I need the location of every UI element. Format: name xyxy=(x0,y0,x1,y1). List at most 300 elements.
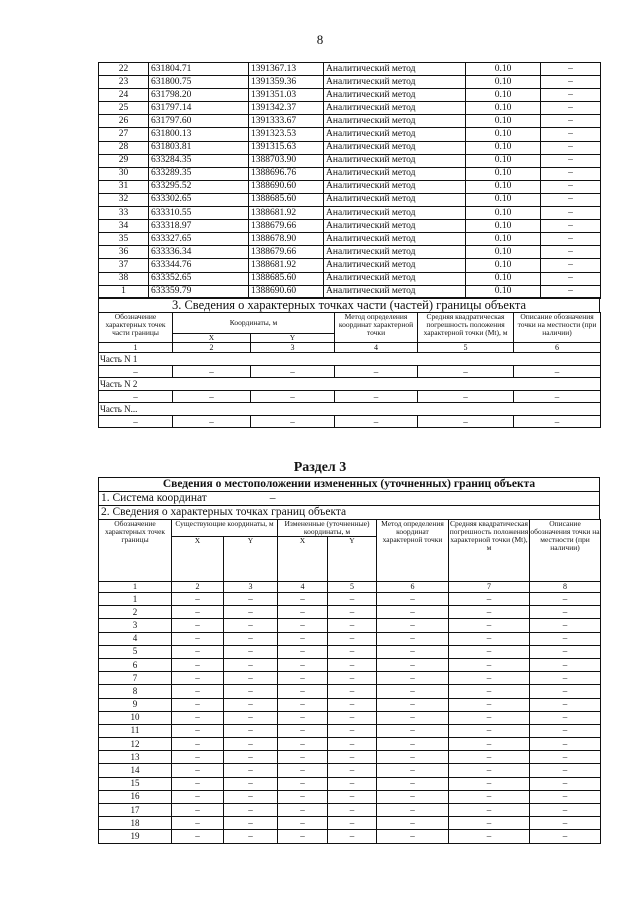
method: Аналитический метод xyxy=(324,193,466,206)
point-number: 2 xyxy=(99,606,172,619)
table-row xyxy=(99,672,601,685)
method: Аналитический метод xyxy=(324,220,466,233)
description: – xyxy=(541,63,601,76)
description: – xyxy=(541,246,601,259)
cell-value: – xyxy=(224,790,278,803)
cell-value: – xyxy=(172,619,224,632)
table-row xyxy=(99,685,601,698)
description: – xyxy=(541,193,601,206)
description: – xyxy=(541,207,601,220)
column-number: 6 xyxy=(514,343,601,353)
header-x: X xyxy=(173,334,251,343)
y-coordinate: 1388678.90 xyxy=(249,233,324,246)
description: – xyxy=(541,259,601,272)
header-description: Описание обозначения точки на местности (при наличии) xyxy=(514,313,601,343)
r3-header-changed-y: Y xyxy=(328,537,377,582)
cell-value: – xyxy=(328,738,377,751)
column-number: 2 xyxy=(172,582,224,593)
cell-value: – xyxy=(449,830,530,843)
point-number: 5 xyxy=(99,645,172,658)
cell-value: – xyxy=(172,698,224,711)
y-coordinate: 1391367.13 xyxy=(249,63,324,76)
description: – xyxy=(541,89,601,102)
cell-value: – xyxy=(377,777,449,790)
cell-value: – xyxy=(530,685,601,698)
cell-value: – xyxy=(530,645,601,658)
cell-value: – xyxy=(530,658,601,671)
table-row xyxy=(99,154,601,167)
cell-value: – xyxy=(224,804,278,817)
cell-value: – xyxy=(377,685,449,698)
cell-value: – xyxy=(172,685,224,698)
column-number: 7 xyxy=(449,582,530,593)
description: – xyxy=(541,167,601,180)
cell-value: – xyxy=(224,830,278,843)
point-number: 30 xyxy=(99,167,149,180)
cell-value: – xyxy=(328,658,377,671)
cell-value: – xyxy=(278,738,328,751)
point-number: 10 xyxy=(99,711,172,724)
point-number: 11 xyxy=(99,724,172,737)
point-number: 15 xyxy=(99,777,172,790)
part-value: – xyxy=(418,391,514,403)
point-number: 13 xyxy=(99,751,172,764)
table-row xyxy=(99,738,601,751)
x-coordinate: 633327.65 xyxy=(149,233,249,246)
point-number: 8 xyxy=(99,685,172,698)
cell-value: – xyxy=(328,764,377,777)
cell-value: – xyxy=(377,804,449,817)
point-number: 4 xyxy=(99,632,172,645)
header-coords: Координаты, м xyxy=(173,313,335,334)
part-label: Часть N 1 xyxy=(99,353,601,366)
column-number: 5 xyxy=(328,582,377,593)
y-coordinate: 1388685.60 xyxy=(249,272,324,285)
y-coordinate: 1388679.66 xyxy=(249,220,324,233)
x-coordinate: 631803.81 xyxy=(149,141,249,154)
point-number: 23 xyxy=(99,76,149,89)
cell-value: – xyxy=(224,672,278,685)
table-row xyxy=(99,830,601,843)
part-value: – xyxy=(514,416,601,428)
point-number: 12 xyxy=(99,738,172,751)
accuracy: 0.10 xyxy=(466,128,541,141)
cell-value: – xyxy=(278,645,328,658)
cell-value: – xyxy=(224,777,278,790)
coordinates-table xyxy=(98,62,601,299)
cell-value: – xyxy=(172,790,224,803)
part-value: – xyxy=(173,366,251,378)
table-row xyxy=(99,764,601,777)
point-number: 34 xyxy=(99,220,149,233)
part-label-row xyxy=(99,378,601,391)
cell-value: – xyxy=(328,672,377,685)
point-number: 36 xyxy=(99,246,149,259)
cell-value: – xyxy=(449,790,530,803)
cell-value: – xyxy=(377,751,449,764)
cell-value: – xyxy=(530,593,601,606)
part-values-row xyxy=(99,391,601,403)
method: Аналитический метод xyxy=(324,285,466,298)
y-coordinate: 1391351.03 xyxy=(249,89,324,102)
razdel-3-heading: Раздел 3 xyxy=(293,460,347,475)
column-number: 5 xyxy=(418,343,514,353)
description: – xyxy=(541,220,601,233)
cell-value: – xyxy=(449,672,530,685)
cell-value: – xyxy=(328,685,377,698)
cell-value: – xyxy=(278,711,328,724)
cell-value: – xyxy=(449,645,530,658)
table-row xyxy=(99,180,601,193)
cell-value: – xyxy=(278,672,328,685)
razdel-3-title: Сведения о местоположении измененных (уточненных) границ объекта xyxy=(98,477,600,491)
table-row xyxy=(99,76,601,89)
cell-value: – xyxy=(328,619,377,632)
x-coordinate: 633302.65 xyxy=(149,193,249,206)
cell-value: – xyxy=(449,632,530,645)
description: – xyxy=(541,180,601,193)
cell-value: – xyxy=(172,764,224,777)
cell-value: – xyxy=(172,672,224,685)
point-number: 6 xyxy=(99,658,172,671)
cell-value: – xyxy=(172,830,224,843)
r3-header-designation: Обозначение характерных точек границы xyxy=(99,520,172,582)
x-coordinate: 631800.13 xyxy=(149,128,249,141)
table-row xyxy=(99,632,601,645)
cell-value: – xyxy=(377,738,449,751)
y-coordinate: 1388696.76 xyxy=(249,167,324,180)
column-number: 3 xyxy=(224,582,278,593)
description: – xyxy=(541,233,601,246)
table-row xyxy=(99,790,601,803)
x-coordinate: 631797.14 xyxy=(149,102,249,115)
accuracy: 0.10 xyxy=(466,272,541,285)
cell-value: – xyxy=(377,711,449,724)
cell-value: – xyxy=(328,804,377,817)
accuracy: 0.10 xyxy=(466,76,541,89)
cell-value: – xyxy=(224,724,278,737)
cell-value: – xyxy=(377,658,449,671)
part-value: – xyxy=(418,416,514,428)
part-value: – xyxy=(335,416,418,428)
cell-value: – xyxy=(224,764,278,777)
r3-header-description: Описание обозначения точки на местности (при наличии) xyxy=(530,520,601,582)
cell-value: – xyxy=(224,738,278,751)
method: Аналитический метод xyxy=(324,89,466,102)
changed-boundary-points-table xyxy=(98,519,601,844)
table-row xyxy=(99,220,601,233)
point-number: 7 xyxy=(99,672,172,685)
y-coordinate: 1388685.60 xyxy=(249,193,324,206)
cell-value: – xyxy=(172,738,224,751)
cell-value: – xyxy=(278,698,328,711)
table-row xyxy=(99,593,601,606)
table-row xyxy=(99,246,601,259)
section-3-parts xyxy=(98,297,600,428)
part-value: – xyxy=(514,366,601,378)
r3-header-accuracy: Средняя квадратическая погрешность положения характерной точки (Mt), м xyxy=(449,520,530,582)
y-coordinate: 1391359.36 xyxy=(249,76,324,89)
part-value: – xyxy=(514,391,601,403)
cell-value: – xyxy=(172,593,224,606)
point-number: 17 xyxy=(99,804,172,817)
cell-value: – xyxy=(530,724,601,737)
method: Аналитический метод xyxy=(324,63,466,76)
y-coordinate: 1388681.92 xyxy=(249,259,324,272)
part-label: Часть N... xyxy=(99,403,601,416)
y-coordinate: 1388681.92 xyxy=(249,207,324,220)
cell-value: – xyxy=(278,632,328,645)
accuracy: 0.10 xyxy=(466,285,541,298)
part-value: – xyxy=(173,416,251,428)
method: Аналитический метод xyxy=(324,180,466,193)
cell-value: – xyxy=(449,738,530,751)
x-coordinate: 633344.76 xyxy=(149,259,249,272)
part-value: – xyxy=(335,366,418,378)
cell-value: – xyxy=(449,593,530,606)
accuracy: 0.10 xyxy=(466,167,541,180)
cell-value: – xyxy=(224,645,278,658)
cell-value: – xyxy=(328,724,377,737)
accuracy: 0.10 xyxy=(466,193,541,206)
cell-value: – xyxy=(224,698,278,711)
cell-value: – xyxy=(530,698,601,711)
description: – xyxy=(541,285,601,298)
description: – xyxy=(541,272,601,285)
cell-value: – xyxy=(377,724,449,737)
table-row xyxy=(99,698,601,711)
cell-value: – xyxy=(172,724,224,737)
point-number: 25 xyxy=(99,102,149,115)
column-number: 1 xyxy=(99,343,173,353)
cell-value: – xyxy=(377,606,449,619)
points-section-label: 2. Сведения о характерных точках границ объекта xyxy=(98,505,600,519)
x-coordinate: 631800.75 xyxy=(149,76,249,89)
cell-value: – xyxy=(224,593,278,606)
point-number: 9 xyxy=(99,698,172,711)
cell-value: – xyxy=(224,606,278,619)
cell-value: – xyxy=(328,817,377,830)
cell-value: – xyxy=(172,777,224,790)
part-values-row xyxy=(99,366,601,378)
cell-value: – xyxy=(278,777,328,790)
accuracy: 0.10 xyxy=(466,154,541,167)
x-coordinate: 631804.71 xyxy=(149,63,249,76)
cell-value: – xyxy=(449,658,530,671)
r3-header-method: Метод определения координат характерной точки xyxy=(377,520,449,582)
point-number: 37 xyxy=(99,259,149,272)
cell-value: – xyxy=(530,817,601,830)
cell-value: – xyxy=(377,645,449,658)
accuracy: 0.10 xyxy=(466,102,541,115)
method: Аналитический метод xyxy=(324,272,466,285)
description: – xyxy=(541,154,601,167)
header-designation: Обозначение характерных точек части границы xyxy=(99,313,173,343)
cell-value: – xyxy=(278,764,328,777)
cell-value: – xyxy=(278,751,328,764)
razdel-3-block xyxy=(98,477,600,844)
description: – xyxy=(541,115,601,128)
table-row xyxy=(99,619,601,632)
column-number: 4 xyxy=(278,582,328,593)
column-number: 8 xyxy=(530,582,601,593)
cell-value: – xyxy=(328,751,377,764)
r3-header-existing-x: X xyxy=(172,537,224,582)
method: Аналитический метод xyxy=(324,102,466,115)
table-row xyxy=(99,724,601,737)
method: Аналитический метод xyxy=(324,115,466,128)
cell-value: – xyxy=(449,777,530,790)
table-row xyxy=(99,115,601,128)
part-value: – xyxy=(99,391,173,403)
cell-value: – xyxy=(530,764,601,777)
cell-value: – xyxy=(377,764,449,777)
table-row xyxy=(99,207,601,220)
part-value: – xyxy=(173,391,251,403)
cell-value: – xyxy=(224,817,278,830)
cell-value: – xyxy=(377,593,449,606)
accuracy: 0.10 xyxy=(466,233,541,246)
coordinate-system-label: 1. Система координат xyxy=(101,492,207,504)
cell-value: – xyxy=(530,777,601,790)
method: Аналитический метод xyxy=(324,207,466,220)
cell-value: – xyxy=(278,817,328,830)
cell-value: – xyxy=(278,658,328,671)
cell-value: – xyxy=(172,658,224,671)
cell-value: – xyxy=(449,817,530,830)
y-coordinate: 1388679.66 xyxy=(249,246,324,259)
cell-value: – xyxy=(278,593,328,606)
point-number: 18 xyxy=(99,817,172,830)
table-row xyxy=(99,141,601,154)
point-number: 35 xyxy=(99,233,149,246)
point-number: 29 xyxy=(99,154,149,167)
point-number: 3 xyxy=(99,619,172,632)
cell-value: – xyxy=(377,672,449,685)
cell-value: – xyxy=(449,685,530,698)
cell-value: – xyxy=(377,790,449,803)
coordinate-system-line xyxy=(98,491,600,505)
cell-value: – xyxy=(530,751,601,764)
cell-value: – xyxy=(172,645,224,658)
cell-value: – xyxy=(172,751,224,764)
cell-value: – xyxy=(172,606,224,619)
cell-value: – xyxy=(449,698,530,711)
cell-value: – xyxy=(224,632,278,645)
accuracy: 0.10 xyxy=(466,89,541,102)
accuracy: 0.10 xyxy=(466,259,541,272)
cell-value: – xyxy=(377,632,449,645)
cell-value: – xyxy=(328,698,377,711)
cell-value: – xyxy=(278,790,328,803)
point-number: 1 xyxy=(99,593,172,606)
table-row xyxy=(99,777,601,790)
part-value: – xyxy=(251,416,335,428)
table-row xyxy=(99,89,601,102)
y-coordinate: 1391342.37 xyxy=(249,102,324,115)
cell-value: – xyxy=(172,711,224,724)
method: Аналитический метод xyxy=(324,154,466,167)
cell-value: – xyxy=(278,804,328,817)
method: Аналитический метод xyxy=(324,167,466,180)
cell-value: – xyxy=(449,751,530,764)
description: – xyxy=(541,102,601,115)
table-row xyxy=(99,233,601,246)
cell-value: – xyxy=(278,724,328,737)
point-number: 16 xyxy=(99,790,172,803)
cell-value: – xyxy=(172,817,224,830)
table-row xyxy=(99,128,601,141)
cell-value: – xyxy=(530,738,601,751)
part-value: – xyxy=(251,366,335,378)
point-number: 24 xyxy=(99,89,149,102)
x-coordinate: 633284.35 xyxy=(149,154,249,167)
cell-value: – xyxy=(224,619,278,632)
x-coordinate: 633295.52 xyxy=(149,180,249,193)
part-label-row xyxy=(99,353,601,366)
method: Аналитический метод xyxy=(324,128,466,141)
part-label-row xyxy=(99,403,601,416)
y-coordinate: 1388690.60 xyxy=(249,180,324,193)
method: Аналитический метод xyxy=(324,76,466,89)
y-coordinate: 1391323.53 xyxy=(249,128,324,141)
table-row xyxy=(99,102,601,115)
cell-value: – xyxy=(328,790,377,803)
x-coordinate: 633336.34 xyxy=(149,246,249,259)
table-row xyxy=(99,645,601,658)
cell-value: – xyxy=(328,830,377,843)
description: – xyxy=(541,128,601,141)
cell-value: – xyxy=(530,619,601,632)
method: Аналитический метод xyxy=(324,141,466,154)
table-row xyxy=(99,658,601,671)
table-row xyxy=(99,751,601,764)
cell-value: – xyxy=(328,645,377,658)
cell-value: – xyxy=(328,593,377,606)
x-coordinate: 633310.55 xyxy=(149,207,249,220)
r3-header-existing-y: Y xyxy=(224,537,278,582)
header-accuracy: Средняя квадратическая погрешность положения характерной точки (Mt), м xyxy=(418,313,514,343)
table-row xyxy=(99,259,601,272)
column-number: 4 xyxy=(335,343,418,353)
cell-value: – xyxy=(224,711,278,724)
cell-value: – xyxy=(377,698,449,711)
cell-value: – xyxy=(377,817,449,830)
page-number: 8 xyxy=(316,32,324,47)
point-number: 19 xyxy=(99,830,172,843)
description: – xyxy=(541,76,601,89)
cell-value: – xyxy=(172,632,224,645)
part-value: – xyxy=(251,391,335,403)
part-label: Часть N 2 xyxy=(99,378,601,391)
x-coordinate: 633359.79 xyxy=(149,285,249,298)
column-number: 3 xyxy=(251,343,335,353)
table-row xyxy=(99,167,601,180)
point-number: 1 xyxy=(99,285,149,298)
section-3-title: 3. Сведения о характерных точках части (частей) границы объекта xyxy=(98,297,600,312)
cell-value: – xyxy=(530,672,601,685)
point-number: 27 xyxy=(99,128,149,141)
cell-value: – xyxy=(224,751,278,764)
parts-points-table xyxy=(98,312,601,428)
header-y: Y xyxy=(251,334,335,343)
cell-value: – xyxy=(328,777,377,790)
point-number: 31 xyxy=(99,180,149,193)
cell-value: – xyxy=(530,830,601,843)
cell-value: – xyxy=(449,724,530,737)
cell-value: – xyxy=(278,619,328,632)
table-row xyxy=(99,63,601,76)
